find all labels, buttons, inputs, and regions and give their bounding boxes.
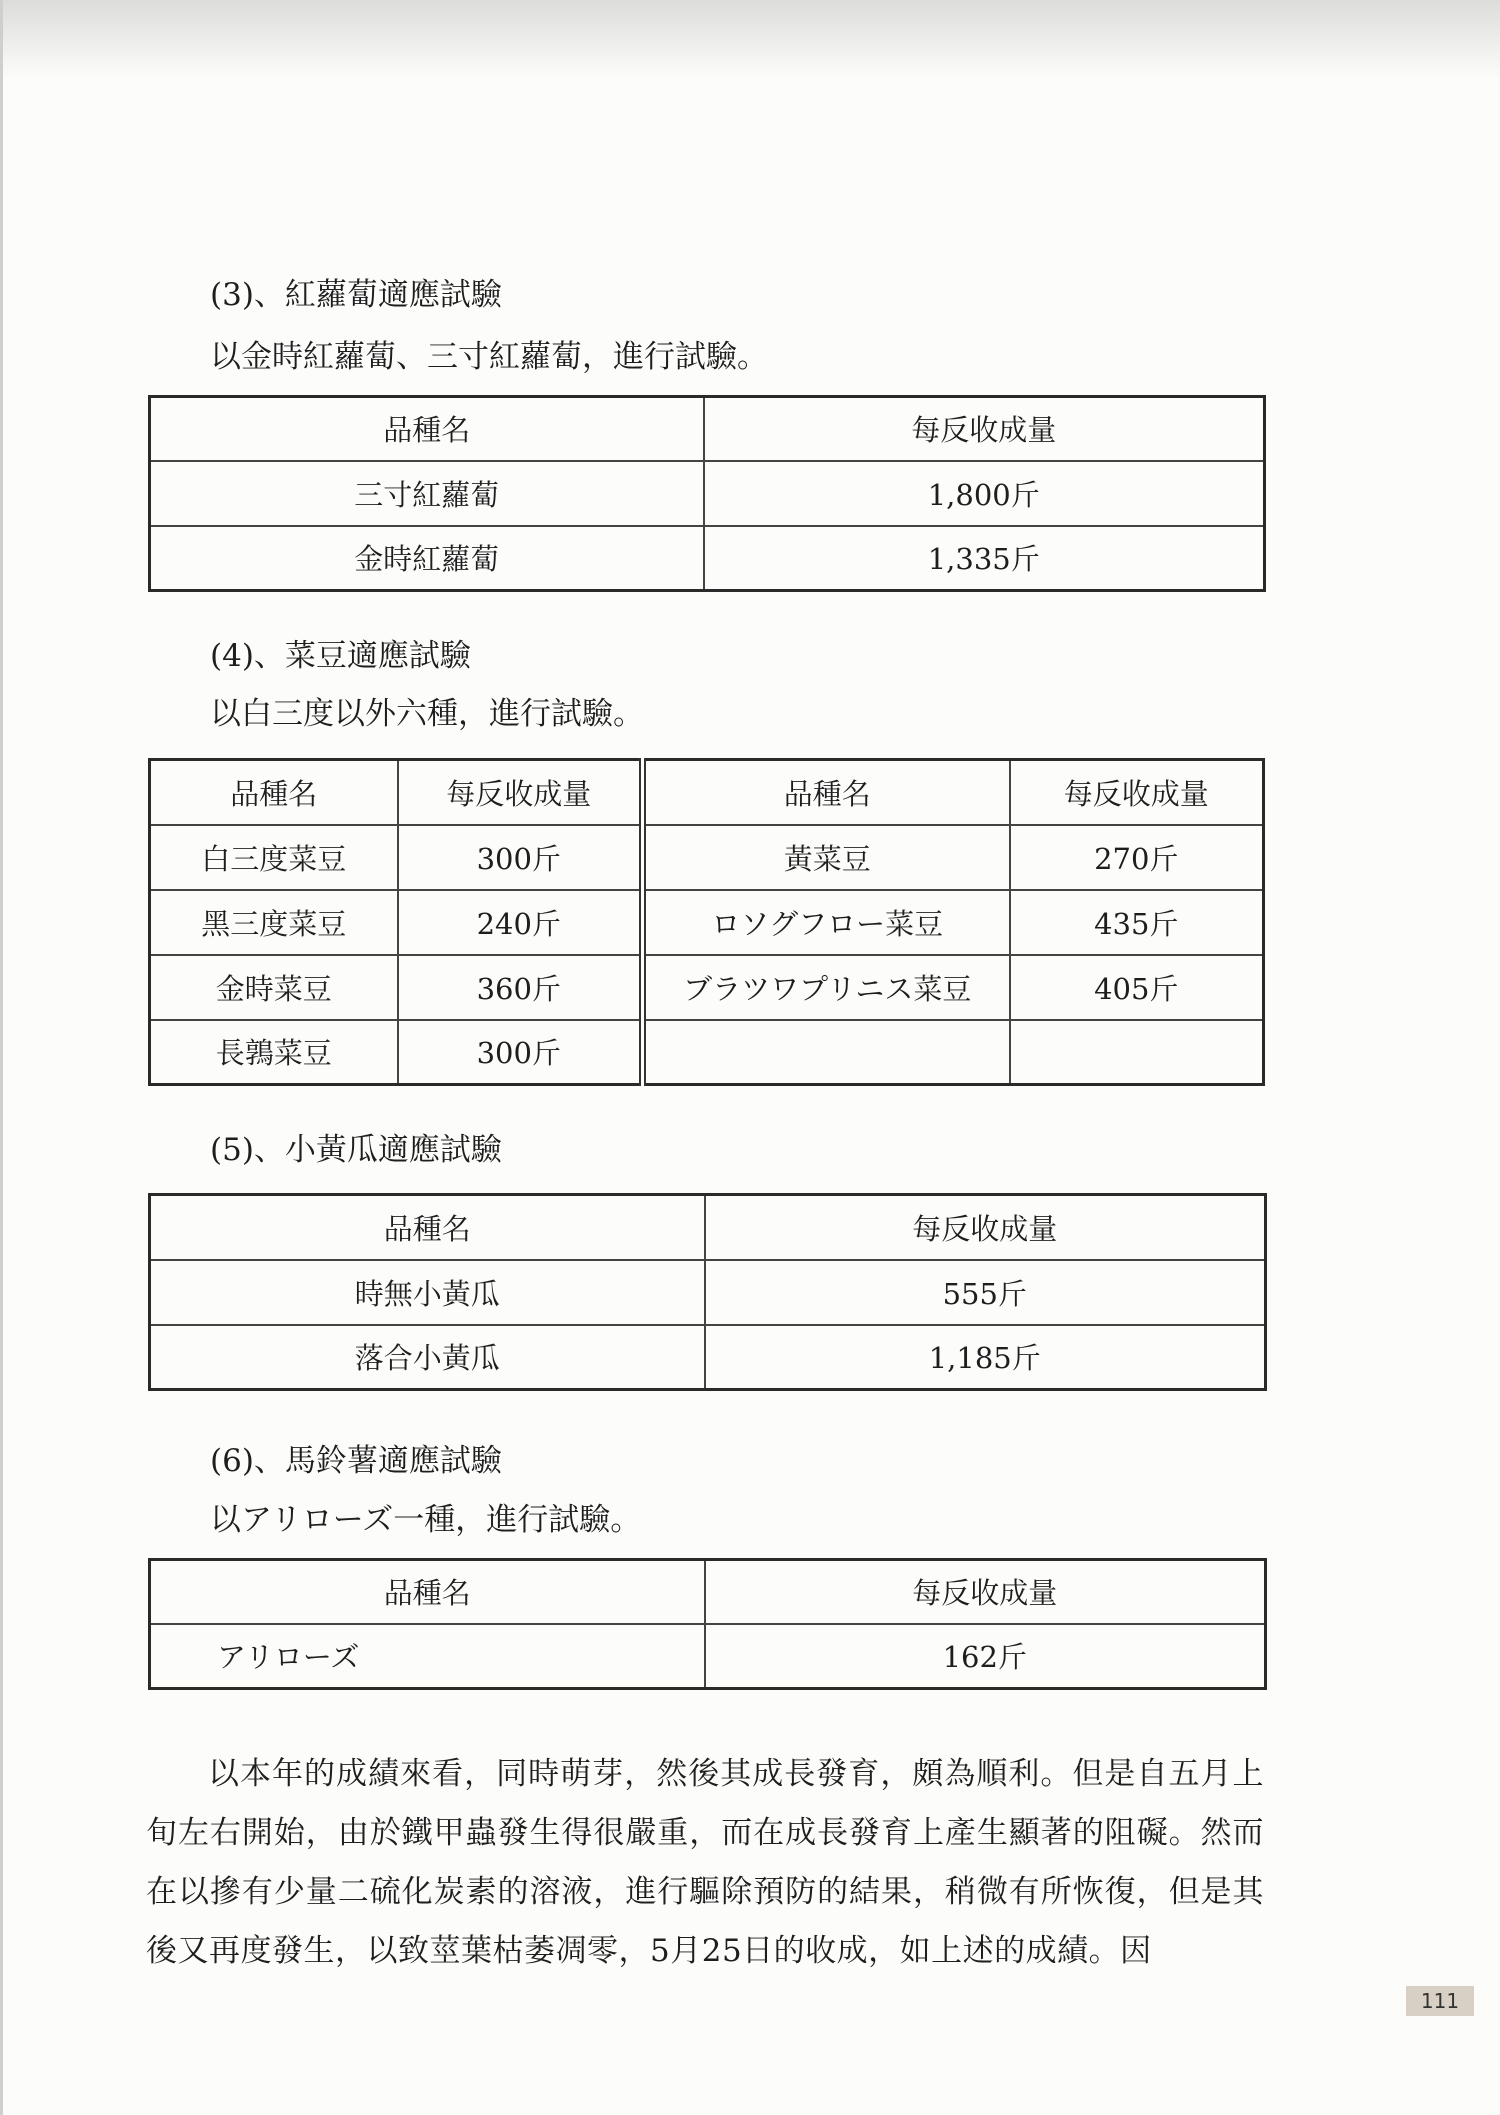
yield-cell: 1,800斤 [704, 461, 1265, 526]
bean-table [148, 758, 1265, 1086]
variety-cell [643, 1020, 1010, 1085]
yield-cell: 405斤 [1010, 955, 1264, 1020]
yield-cell: 555斤 [705, 1260, 1266, 1325]
header-yield: 每反收成量 [705, 1560, 1266, 1624]
yield-cell: 435斤 [1010, 890, 1264, 955]
yield-cell: 1,185斤 [705, 1325, 1266, 1390]
table-row [150, 1020, 1264, 1085]
header-variety: 品種名 [643, 760, 1010, 825]
section-6-heading: (6)、馬鈴薯適應試驗 [210, 1443, 502, 1479]
variety-cell: 落合小黃瓜 [150, 1325, 705, 1390]
yield-cell [1010, 1020, 1264, 1085]
yield-cell: 300斤 [398, 1020, 643, 1085]
yield-cell: 162斤 [705, 1624, 1266, 1689]
scan-top-band [0, 0, 1500, 80]
variety-cell: 三寸紅蘿蔔 [150, 461, 704, 526]
table-header-row [150, 397, 1265, 461]
variety-cell: アリローズ [150, 1624, 705, 1689]
table-row [150, 1624, 1266, 1689]
variety-cell: 金時菜豆 [150, 955, 398, 1020]
section-4-heading: (4)、菜豆適應試驗 [210, 638, 471, 674]
header-variety: 品種名 [150, 1560, 705, 1624]
variety-cell: 黑三度菜豆 [150, 890, 398, 955]
table-row [150, 825, 1264, 890]
yield-cell: 1,335斤 [704, 526, 1265, 591]
table-row [150, 526, 1265, 591]
yield-cell: 270斤 [1010, 825, 1264, 890]
section-4-intro: 以白三度以外六種，進行試驗。 [210, 696, 644, 732]
table-header-row [150, 1560, 1266, 1624]
yield-cell: 300斤 [398, 825, 643, 890]
header-variety: 品種名 [150, 397, 704, 461]
table-row [150, 1260, 1266, 1325]
header-variety: 品種名 [150, 1195, 705, 1260]
cucumber-table [148, 1193, 1267, 1391]
carrot-table [148, 395, 1266, 592]
table-header-row [150, 1195, 1266, 1260]
yield-cell: 360斤 [398, 955, 643, 1020]
section-3-heading: (3)、紅蘿蔔適應試驗 [210, 277, 502, 313]
header-yield: 每反收成量 [398, 760, 643, 825]
variety-cell: 時無小黃瓜 [150, 1260, 705, 1325]
section-5-heading: (5)、小黃瓜適應試驗 [210, 1132, 502, 1168]
page-number: 111 [1406, 1986, 1474, 2016]
table-row [150, 461, 1265, 526]
variety-cell: ブラツワプリニス菜豆 [643, 955, 1010, 1020]
section-6-intro: 以アリローズ一種，進行試驗。 [210, 1502, 642, 1538]
variety-cell: 長鶉菜豆 [150, 1020, 398, 1085]
section-3-intro: 以金時紅蘿蔔、三寸紅蘿蔔，進行試驗。 [210, 339, 768, 375]
table-row [150, 955, 1264, 1020]
variety-cell: 黃菜豆 [643, 825, 1010, 890]
table-row [150, 890, 1264, 955]
variety-cell: 白三度菜豆 [150, 825, 398, 890]
body-paragraph: 以本年的成績來看，同時萌芽，然後其成長發育，頗為順利。但是自五月上旬左右開始，由於鐵甲蟲發生得很嚴重，而在成長發育上產生顯著的阻礙。然而在以摻有少量二硫化炭素的溶液，進行驅除預防的結果，稍微有所恢復，但是其後又再度發生，以致莖葉枯萎凋零，5月25日的收成，如上述的成績。因 [146, 1756, 1264, 1969]
header-yield: 每反收成量 [705, 1195, 1266, 1260]
table-row [150, 1325, 1266, 1390]
variety-cell: ロソグフロー菜豆 [643, 890, 1010, 955]
header-variety: 品種名 [150, 760, 398, 825]
potato-table [148, 1558, 1267, 1690]
page-left-edge [0, 0, 3, 2115]
yield-cell: 240斤 [398, 890, 643, 955]
header-yield: 每反收成量 [1010, 760, 1264, 825]
table-header-row [150, 760, 1264, 825]
variety-cell: 金時紅蘿蔔 [150, 526, 704, 591]
header-yield: 每反收成量 [704, 397, 1265, 461]
